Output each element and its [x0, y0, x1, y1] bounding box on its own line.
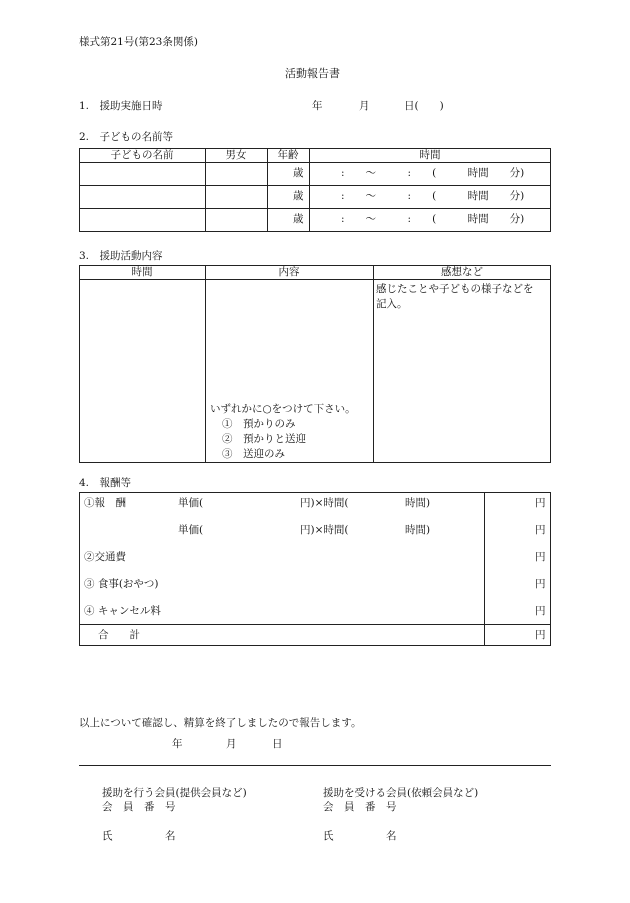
cancel-label: ④ キャンセル料	[84, 605, 161, 617]
form-reference: 様式第21号(第23条関係)	[79, 36, 198, 48]
confirm-year: 年	[172, 738, 183, 750]
row1-time: : 〜 : ( 時間 分)	[341, 167, 525, 179]
yen-total: 円	[535, 629, 546, 641]
yen-times-hours-1: 円)×時間(	[300, 497, 349, 509]
requester-name-label: 氏 名	[323, 830, 397, 842]
header-activity-content: 内容	[278, 266, 300, 278]
section1-day: 日( )	[404, 100, 444, 112]
unit-price-2: 単価(	[178, 524, 204, 536]
option-3: ③ 送迎のみ	[222, 448, 285, 460]
header-activity-time: 時間	[131, 266, 153, 278]
total-label: 合 計	[98, 629, 140, 641]
header-child-name: 子どもの名前	[110, 149, 174, 161]
hours-close-2: 時間)	[405, 524, 431, 536]
impression-note-line2: 記入。	[376, 298, 408, 310]
impression-note-line1: 感じたことや子どもの様子などを	[376, 283, 534, 295]
confirm-month: 月	[226, 738, 237, 750]
section2-label: 2. 子どもの名前等	[79, 131, 174, 143]
header-age: 年齢	[277, 149, 299, 161]
hours-close-1: 時間)	[405, 497, 431, 509]
option-instruction: いずれかに○をつけて下さい。	[210, 403, 356, 415]
header-gender: 男女	[225, 149, 247, 161]
yen-times-hours-2: 円)×時間(	[300, 524, 349, 536]
section1-month: 月	[359, 100, 370, 112]
fee-label: ①報 酬	[84, 497, 126, 509]
option-1: ① 預かりのみ	[222, 418, 296, 430]
header-impressions: 感想など	[441, 266, 483, 278]
header-time: 時間	[419, 149, 441, 161]
requester-heading: 援助を受ける会員(依頼会員など)	[323, 787, 479, 799]
provider-heading: 援助を行う会員(提供会員など)	[102, 787, 247, 799]
document-title: 活動報告書	[285, 67, 340, 80]
signature-divider	[79, 765, 551, 766]
section1-year: 年	[312, 100, 323, 112]
yen-transport: 円	[535, 551, 546, 563]
option-2: ② 預かりと送迎	[222, 433, 306, 445]
row2-time: : 〜 : ( 時間 分)	[341, 190, 525, 202]
provider-number-label: 会 員 番 号	[102, 801, 176, 813]
yen-cancel: 円	[535, 605, 546, 617]
section3-label: 3. 援助活動内容	[79, 250, 163, 262]
yen-fee-2: 円	[535, 524, 546, 536]
row1-age-unit: 歳	[293, 167, 304, 179]
confirmation-text: 以上について確認し、精算を終了しましたので報告します。	[79, 717, 362, 729]
provider-name-label: 氏 名	[102, 830, 176, 842]
confirm-day: 日	[272, 738, 283, 750]
unit-price-1: 単価(	[178, 497, 204, 509]
section1-label: 1. 援助実施日時	[79, 100, 163, 112]
row3-time: : 〜 : ( 時間 分)	[341, 213, 525, 225]
row3-age-unit: 歳	[293, 213, 304, 225]
yen-fee-1: 円	[535, 497, 546, 509]
requester-number-label: 会 員 番 号	[323, 801, 397, 813]
row2-age-unit: 歳	[293, 190, 304, 202]
yen-meals: 円	[535, 578, 546, 590]
meals-label: ③ 食事(おやつ)	[84, 578, 159, 590]
fee-table	[79, 492, 551, 646]
section4-label: 4. 報酬等	[79, 477, 132, 489]
transport-label: ②交通費	[84, 551, 126, 563]
